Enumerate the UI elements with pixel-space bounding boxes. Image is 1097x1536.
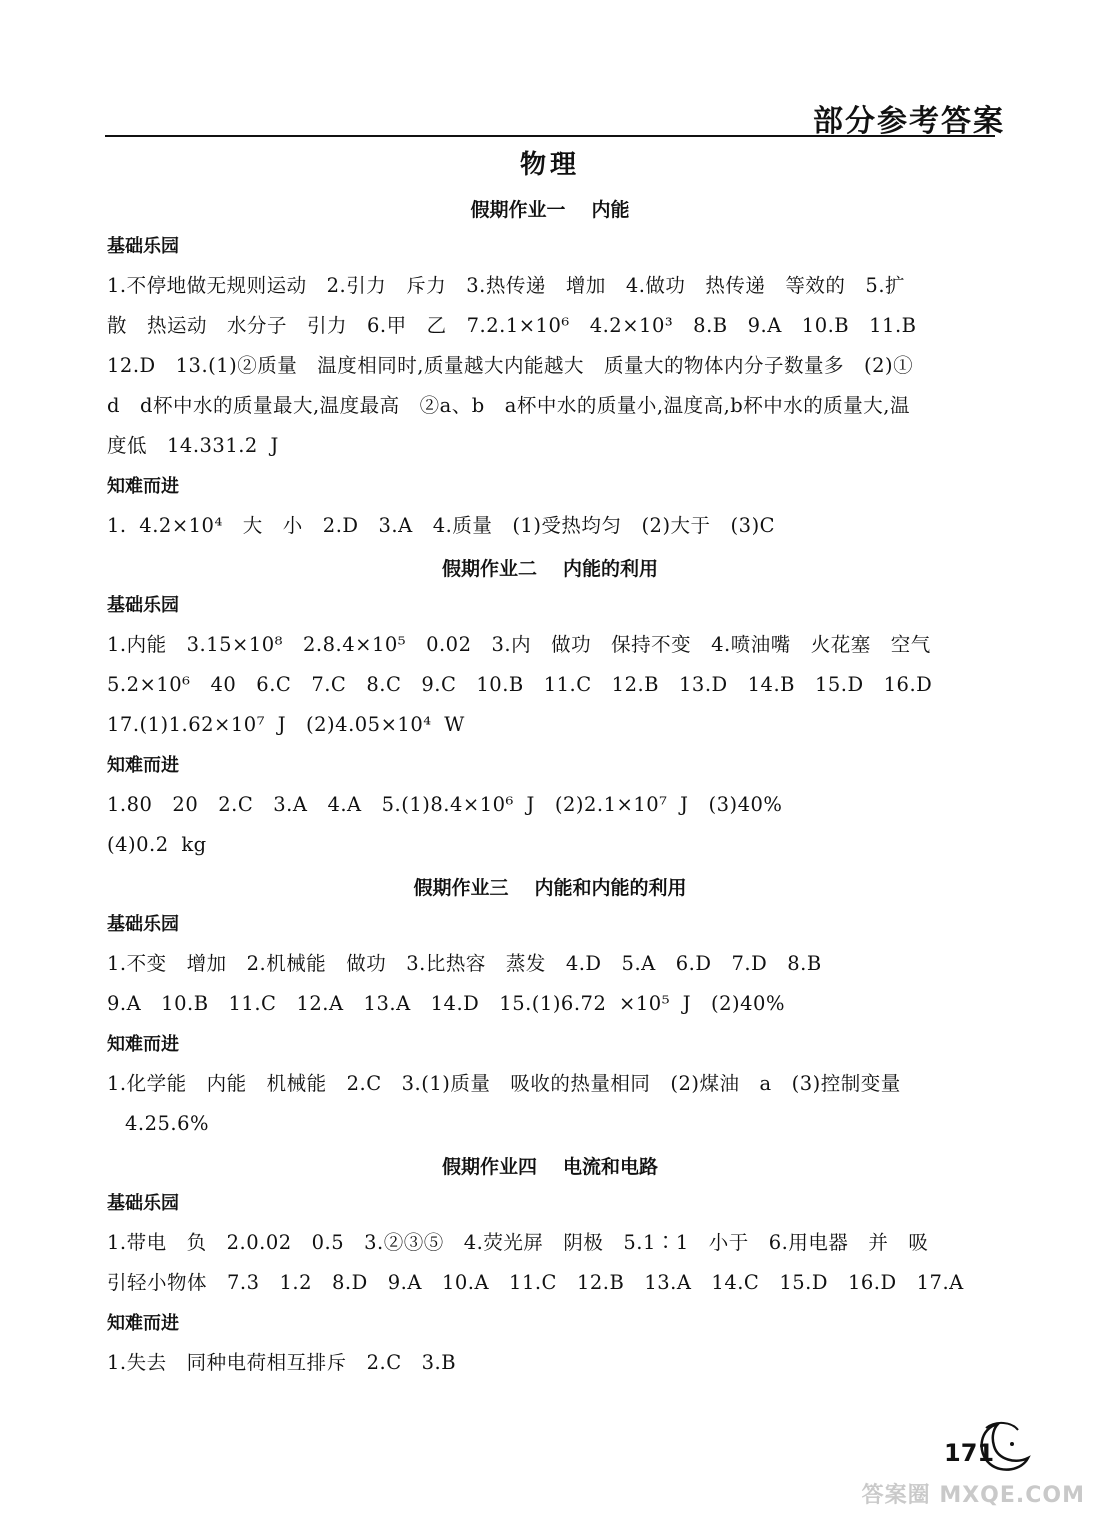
header-label: 部分参考答案 — [813, 104, 1005, 139]
section-advanced: 知难而进 — [107, 755, 179, 776]
homework-number: 假期作业二 — [441, 558, 537, 580]
moon-ornament-icon — [968, 1418, 1034, 1476]
homework-number: 假期作业一 — [470, 199, 566, 221]
homework-title — [107, 195, 993, 222]
section-basic: 基础乐园 — [107, 236, 179, 257]
homework-number: 假期作业四 — [441, 1156, 537, 1178]
answer-line: 1.化学能 内能 机械能 2.C 3.(1)质量 吸收的热量相同 (2)煤油 a (3)控制变量 — [107, 1072, 901, 1095]
answer-line: 4.25.6% — [125, 1112, 210, 1135]
answer-line: 引轻小物体 7.3 1.2 8.D 9.A 10.A 11.C 12.B 13.A 14.C 15.D 16.D 17.A — [107, 1271, 964, 1294]
answer-line: 散 热运动 水分子 引力 6.甲 乙 7.2.1×10⁶ 4.2×10³ 8.B 9.A 10.B 11.B — [107, 314, 917, 337]
homework-title — [107, 873, 993, 900]
homework-4 — [107, 1152, 993, 1383]
section-basic: 基础乐园 — [107, 595, 179, 616]
section-advanced: 知难而进 — [107, 1034, 179, 1055]
section-advanced: 知难而进 — [107, 1313, 179, 1334]
answer-line: 度低 14.331.2 J — [107, 434, 279, 457]
answer-line: 12.D 13.(1)②质量 温度相同时,质量越大内能越大 质量大的物体内分子数量多 (2)① — [107, 354, 914, 377]
homework-2 — [107, 554, 993, 865]
answer-line: 1. 4.2×10⁴ 大 小 2.D 3.A 4.质量 (1)受热均匀 (2)大于 (3)C — [107, 514, 776, 537]
answer-content — [107, 140, 993, 1383]
section-basic: 基础乐园 — [107, 914, 179, 935]
homework-topic: 电流和电路 — [563, 1156, 659, 1178]
answer-line: 1.不变 增加 2.机械能 做功 3.比热容 蒸发 4.D 5.A 6.D 7.D 8.B — [107, 952, 822, 975]
answer-line: 1.带电 负 2.0.02 0.5 3.②③⑤ 4.荧光屏 阴极 5.1∶1 小于 6.用电器 并 吸 — [107, 1231, 929, 1254]
answer-line: 1.失去 同种电荷相互排斥 2.C 3.B — [107, 1351, 457, 1374]
homework-1 — [107, 195, 993, 546]
homework-topic: 内能 — [591, 199, 630, 221]
answer-line: d d杯中水的质量最大,温度最高 ②a、b a杯中水的质量小,温度高,b杯中水的质量大,温 — [107, 394, 910, 417]
homework-title — [107, 1152, 993, 1179]
answer-line: 9.A 10.B 11.C 12.A 13.A 14.D 15.(1)6.72 ×10⁵ J (2)40% — [107, 992, 785, 1015]
section-basic: 基础乐园 — [107, 1193, 179, 1214]
watermark: 答案圈 MXQE.COM — [861, 1483, 1085, 1508]
homework-topic: 内能的利用 — [563, 558, 659, 580]
page-number: 171 — [944, 1439, 995, 1467]
header-rule — [105, 135, 995, 137]
homework-3 — [107, 873, 993, 1144]
homework-topic: 内能和内能的利用 — [534, 877, 687, 899]
homework-number: 假期作业三 — [413, 877, 509, 899]
subject-title: 物理 — [519, 150, 580, 180]
answer-line: 17.(1)1.62×10⁷ J (2)4.05×10⁴ W — [107, 713, 465, 736]
answer-line: (4)0.2 kg — [107, 833, 207, 856]
answer-line: 5.2×10⁶ 40 6.C 7.C 8.C 9.C 10.B 11.C 12.B 13.D 14.B 15.D 16.D — [107, 673, 933, 696]
answer-line: 1.内能 3.15×10⁸ 2.8.4×10⁵ 0.02 3.内 做功 保持不变 4.喷油嘴 火花塞 空气 — [107, 633, 931, 656]
answer-line: 1.80 20 2.C 3.A 4.A 5.(1)8.4×10⁶ J (2)2.1×10⁷ J (3)40% — [107, 793, 783, 816]
homework-title — [107, 554, 993, 581]
answer-line: 1.不停地做无规则运动 2.引力 斥力 3.热传递 增加 4.做功 热传递 等效的 5.扩 — [107, 274, 906, 297]
section-advanced: 知难而进 — [107, 476, 179, 497]
